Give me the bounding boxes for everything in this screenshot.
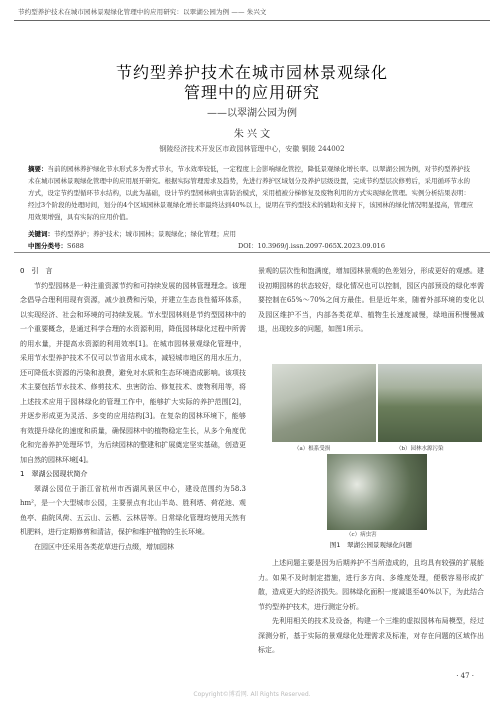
fig-label-c: （c）病虫害	[346, 532, 377, 538]
figure-1	[272, 364, 482, 532]
right-column-top	[258, 264, 484, 337]
cls-value: S688	[67, 242, 84, 250]
right-paragraph-2: 上述问题主要是因为后期养护不当所造成的，且均具有较强的扩展能力。如果不及时制定措施，进行多方向、多维度处理，便极容易形成扩散，造成更大的经济损失。园林绿化面积一度减退至40%以下，为此结合节约型养护技术，进行测定分析。	[258, 559, 484, 611]
right-column-bottom	[258, 556, 484, 658]
title-line-2: 管理中的应用研究	[183, 83, 320, 102]
abstract-rule	[14, 252, 490, 253]
section-1-heading: 1 翠湖公园现状简介	[20, 470, 88, 478]
keywords-text: 节约型养护；养护技术；城市园林；景观绿化；绿化管理；应用	[54, 230, 236, 238]
right-paragraph-1: 景观的层次性和饱满度，增加园林景观的色差划分，形成更好的观感。建设初期园林的状态较好，绿化情况也可以控制，园区内部预设的绿化率需要控制在65%～70%之间方最佳。但是近年来，随着外部环境的变化以及园区维护不当，内部各类花草、植物生长速度减慢，绿地面积慢慢减退，出现较多的问题，如图1所示。	[258, 267, 484, 333]
classification-line	[28, 240, 476, 252]
author: 朱 兴 文	[233, 129, 271, 140]
running-head: 节约型养护技术在城市园林景观绿化管理中的应用研究：以翠湖公园为例 —— 朱兴文	[18, 8, 267, 16]
fig-label-a: （a）根系受损	[294, 446, 331, 452]
intro-paragraph: 节约型园林是一种注重资源节约和可持续发展的园林管理理念。该理念倡导合理利用现有资源，减少浪费和污染，并建立生态良性循环体系，以实现经济、社会和环境的可持续发展。节水型园林则是节约型园林中的一个重要概念，是通过科学合理的水资源利用，降低园林绿化过程中所需的用水量，并提高水资源的利用效率[1]。在城市园林景观绿化管理中，采用节水型养护技术不仅可以节省用水成本，减轻城市地区的用水压力，还可降低水资源的污染和浪费，避免对水质和生态环境造成影响。该项技术主要包括节水技术、修剪技术、虫害防治、修复技术、废物利用等，将上述技术应用于园林绿化的管理工作中，能够扩大实际的养护范围[2]，并逐步形成更为灵活、多变的应用结构[3]。在复杂的园林环境下，能够有效提升绿化的速度和质量，确保园林中的植物稳定生长，从多个角度优化和完善养护处理环节，为后续园林的整建和扩展奠定坚实基础，创造更加自然的园林环境[4]。	[20, 281, 246, 464]
left-column	[20, 264, 246, 554]
abstract-text: 当前的园林养护绿化节水形式多为普式节水，节水效率较低，一定程度上会影响绿化管控，降低景观绿化增长率。以翠湖公园为例，对节约型养护技术在城市园林景观绿化管理中的应用展开研究。根据实际管理需求及趋势，先进行养护区域划分及养护层级设置，完成节约型层次修剪后，采用循环节水的方式，设定节约型循环节水结构，以此为基础，设计节约型园林病虫害防治模式，采用植被分梯修复及废物利用的方式实现绿化管理。实例分析结果表明：经过3个阶段的处理时间，划分的4个区域园林景观绿化增长率最终达到40%以上，说明在节约型技术的辅助和支持下，该园林的绿化情况明显提高，管理应用效果增强，具有实际的应用价值。	[28, 165, 474, 221]
section-0-heading: 0 引 言	[20, 267, 53, 275]
photo-root-damage	[272, 364, 376, 442]
copyright-footer: Copyright©博看网. All Rights Reserved.	[193, 691, 311, 698]
affiliation: 钢陵经济技术开发区市政园林管理中心，安徽 铜陵 244002	[159, 145, 345, 153]
abstract	[28, 163, 476, 223]
keywords	[28, 228, 476, 240]
keywords-label: 关键词：	[28, 230, 54, 238]
park-paragraph-2: 在园区中还采用各类花草进行点缀，增加园林	[34, 542, 174, 551]
subtitle: ——以翠湖公园为例	[207, 108, 297, 119]
fig-label-b: （b）园林水源污染	[396, 446, 444, 452]
cls-label: 中图分类号：	[28, 242, 67, 250]
abstract-label: 摘要：	[28, 165, 48, 173]
park-paragraph: 翠湖公园位于浙江省杭州市西湖风景区中心，建设范围约为58.3 hm²，是一个大型城市公园，主要景点有北山半岛、胜利塔、荷花池、观鱼亭、曲院风荷、五云山、云栖、云林居等。日常绿化管理均使用天然有机肥料，进行定期修剪和清洁，保护和维护植物的生长环境。	[20, 484, 246, 536]
header-rule	[14, 20, 490, 21]
photo-water-pollution	[378, 364, 482, 442]
title-line-1: 节约型养护技术在城市园林景观绿化	[115, 63, 388, 82]
doi: DOI：10.3969/j.issn.2097-065X.2023.09.016	[238, 242, 385, 250]
right-paragraph-3: 先利用相关的技术及设备，构建一个三维的虚拟园林布局模型，经过深测分析，基于实际的景观绿化处理需求及标准，对存在问题的区域作出标定。	[258, 617, 484, 654]
page-number: · 47 ·	[456, 672, 474, 680]
photo-pests	[327, 454, 427, 530]
figure-caption: 图1 翠湖公园景观绿化问题	[329, 541, 413, 549]
